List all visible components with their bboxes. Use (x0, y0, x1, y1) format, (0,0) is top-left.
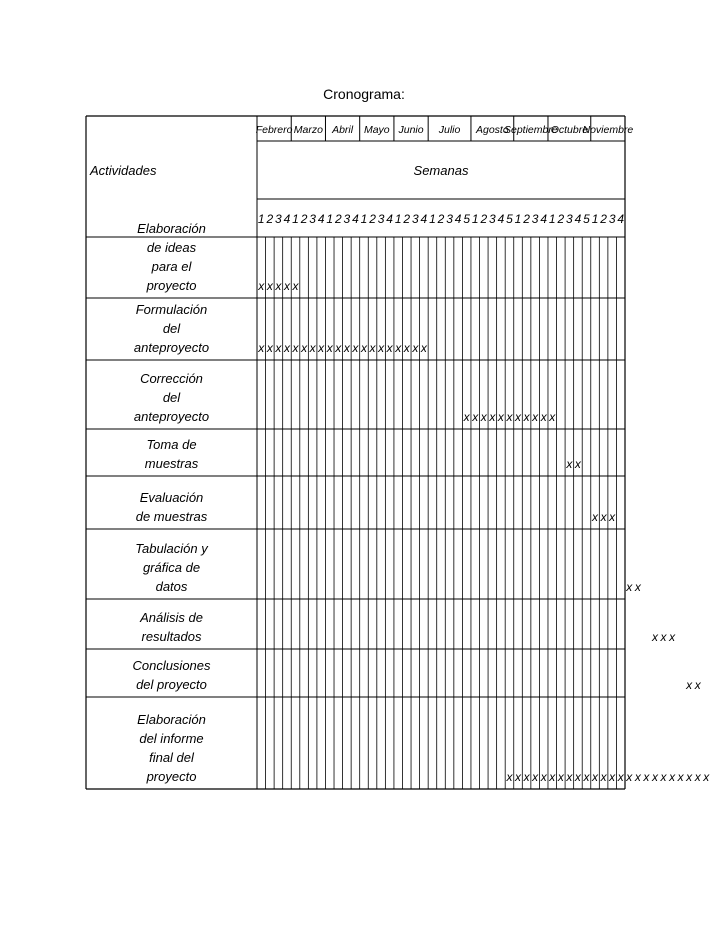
schedule-mark: x (301, 341, 308, 355)
actividades-header: Actividades (90, 163, 157, 178)
activity-label: Elaboración (137, 712, 206, 727)
page-title: Cronograma: (323, 86, 405, 102)
schedule-mark: x (395, 341, 402, 355)
schedule-mark: x (506, 410, 513, 424)
schedule-mark: x (292, 341, 299, 355)
week-number: 1 (257, 212, 265, 226)
week-number: 3 (446, 212, 453, 226)
week-number: 3 (275, 212, 282, 226)
schedule-mark: x (600, 770, 607, 784)
schedule-mark: x (378, 341, 385, 355)
schedule-mark: x (703, 770, 710, 784)
week-number: 2 (600, 212, 607, 226)
activity-label: anteproyecto (133, 340, 210, 355)
activity-label: para el (151, 259, 192, 274)
week-number: 5 (506, 212, 513, 226)
schedule-mark: x (669, 630, 676, 644)
activity-label: final del (149, 750, 194, 765)
schedule-mark: x (283, 279, 290, 293)
schedule-mark: x (566, 457, 573, 471)
schedule-mark: x (275, 279, 282, 293)
month-label: Abril (332, 124, 354, 136)
schedule-mark: x (592, 770, 599, 784)
week-number: 1 (292, 212, 299, 226)
week-number: 5 (463, 212, 471, 226)
schedule-mark: x (412, 341, 419, 355)
activity-label: Elaboración (137, 221, 206, 236)
week-number: 2 (480, 212, 488, 226)
month-label: Noviembre (582, 124, 634, 136)
schedule-mark: x (626, 770, 633, 784)
week-number: 2 (334, 212, 342, 226)
week-number: 3 (566, 212, 573, 226)
week-number: 4 (540, 212, 548, 226)
schedule-mark: x (574, 770, 581, 784)
week-number: 1 (429, 212, 436, 226)
activity-label: Toma de (146, 437, 197, 452)
semanas-header: Semanas (413, 163, 469, 178)
schedule-mark: x (343, 341, 350, 355)
week-number: 4 (317, 212, 325, 226)
schedule-mark: x (258, 279, 265, 293)
schedule-mark: x (283, 341, 290, 355)
schedule-mark: x (403, 341, 410, 355)
activity-label: gráfica de (142, 560, 201, 575)
schedule-mark: x (463, 410, 470, 424)
week-number: 3 (489, 212, 496, 226)
week-number: 3 (343, 212, 351, 226)
week-number: 4 (617, 212, 625, 226)
activity-label: anteproyecto (133, 409, 210, 424)
schedule-mark: x (266, 279, 273, 293)
activity-label: del (162, 390, 181, 405)
week-number: 1 (514, 212, 522, 226)
month-label: Junio (398, 124, 424, 136)
week-number: 3 (411, 212, 419, 226)
schedule-mark: x (686, 678, 693, 692)
schedule-mark: x (258, 341, 265, 355)
schedule-mark: x (318, 341, 325, 355)
schedule-mark: x (651, 630, 658, 644)
week-number: 2 (266, 212, 274, 226)
schedule-mark: x (549, 410, 556, 424)
schedule-mark: x (540, 770, 547, 784)
activity-label: Formulación (135, 302, 208, 317)
schedule-mark: x (617, 770, 624, 784)
activity-label: datos (155, 579, 188, 594)
month-label: Octubre (550, 124, 589, 136)
activity-label: proyecto (146, 769, 197, 784)
week-number: 1 (326, 212, 334, 226)
week-number: 4 (574, 212, 582, 226)
schedule-mark: x (369, 341, 376, 355)
schedule-mark: x (660, 630, 667, 644)
week-number: 4 (352, 212, 359, 226)
schedule-mark: x (669, 770, 676, 784)
activity-label: resultados (141, 629, 202, 644)
activity-label: del (162, 321, 181, 336)
schedule-mark: x (386, 341, 393, 355)
week-number: 2 (403, 212, 411, 226)
schedule-mark: x (523, 770, 530, 784)
schedule-mark: x (489, 410, 496, 424)
schedule-mark: x (549, 770, 556, 784)
schedule-mark: x (600, 510, 607, 524)
schedule-mark: x (583, 770, 590, 784)
week-number: 1 (548, 212, 556, 226)
month-label: Febrero (255, 124, 293, 136)
schedule-mark: x (609, 510, 616, 524)
week-number: 2 (300, 212, 308, 226)
week-number: 3 (309, 212, 316, 226)
schedule-mark: x (626, 580, 633, 594)
activity-label: muestras (144, 456, 199, 471)
schedule-mark: x (532, 770, 539, 784)
schedule-mark: x (651, 770, 658, 784)
week-number: 4 (420, 212, 428, 226)
schedule-mark: x (497, 410, 504, 424)
activity-label: Conclusiones (132, 658, 211, 673)
month-label: Mayo (363, 124, 390, 136)
schedule-mark: x (480, 410, 487, 424)
schedule-mark: x (609, 770, 616, 784)
schedule-mark: x (532, 410, 539, 424)
schedule-mark: x (352, 341, 359, 355)
week-number: 1 (471, 212, 479, 226)
schedule-mark: x (634, 580, 641, 594)
schedule-mark: x (335, 341, 342, 355)
week-number: 4 (386, 212, 393, 226)
week-number: 2 (523, 212, 530, 226)
month-label: Septiembre (504, 124, 558, 136)
schedule-mark: x (420, 341, 427, 355)
week-number: 3 (531, 212, 539, 226)
schedule-mark: x (686, 770, 693, 784)
schedule-mark: x (677, 770, 684, 784)
schedule-mark: x (574, 457, 581, 471)
month-label: Julio (438, 124, 461, 136)
schedule-mark: x (540, 410, 547, 424)
schedule-mark: x (515, 770, 522, 784)
schedule-mark: x (634, 770, 641, 784)
schedule-mark: x (566, 770, 573, 784)
schedule-mark: x (643, 770, 650, 784)
schedule-mark: x (326, 341, 333, 355)
activity-label: proyecto (146, 278, 197, 293)
activity-label: de muestras (135, 509, 208, 524)
week-number: 3 (608, 212, 616, 226)
week-number: 2 (437, 212, 445, 226)
schedule-mark: x (694, 770, 701, 784)
activity-label: Análisis de (140, 610, 203, 625)
schedule-mark: x (506, 770, 513, 784)
week-number: 1 (394, 212, 402, 226)
schedule-mark: x (515, 410, 522, 424)
month-label: Marzo (293, 124, 323, 136)
month-label: Agosto (475, 124, 509, 136)
schedule-mark: x (266, 341, 273, 355)
activity-label: Tabulación y (135, 541, 208, 556)
schedule-mark: x (523, 410, 530, 424)
week-number: 4 (283, 212, 291, 226)
schedule-mark: x (557, 770, 564, 784)
week-number: 4 (497, 212, 505, 226)
activity-label: Corrección (140, 371, 203, 386)
activity-label: Evaluación (139, 490, 204, 505)
activity-label: del informe (139, 731, 204, 746)
week-number: 2 (557, 212, 565, 226)
week-number: 2 (369, 212, 376, 226)
activity-label: de ideas (146, 240, 197, 255)
schedule-mark: x (694, 678, 701, 692)
schedule-mark: x (472, 410, 479, 424)
week-number: 5 (583, 212, 590, 226)
schedule-mark: x (292, 279, 299, 293)
schedule-mark: x (309, 341, 316, 355)
week-number: 3 (377, 212, 385, 226)
week-number: 1 (591, 212, 599, 226)
schedule-mark: x (275, 341, 282, 355)
schedule-mark: x (660, 770, 667, 784)
activity-label: del proyecto (136, 677, 207, 692)
week-number: 1 (360, 212, 368, 226)
schedule-mark: x (592, 510, 599, 524)
schedule-mark: x (360, 341, 367, 355)
week-number: 4 (454, 212, 462, 226)
